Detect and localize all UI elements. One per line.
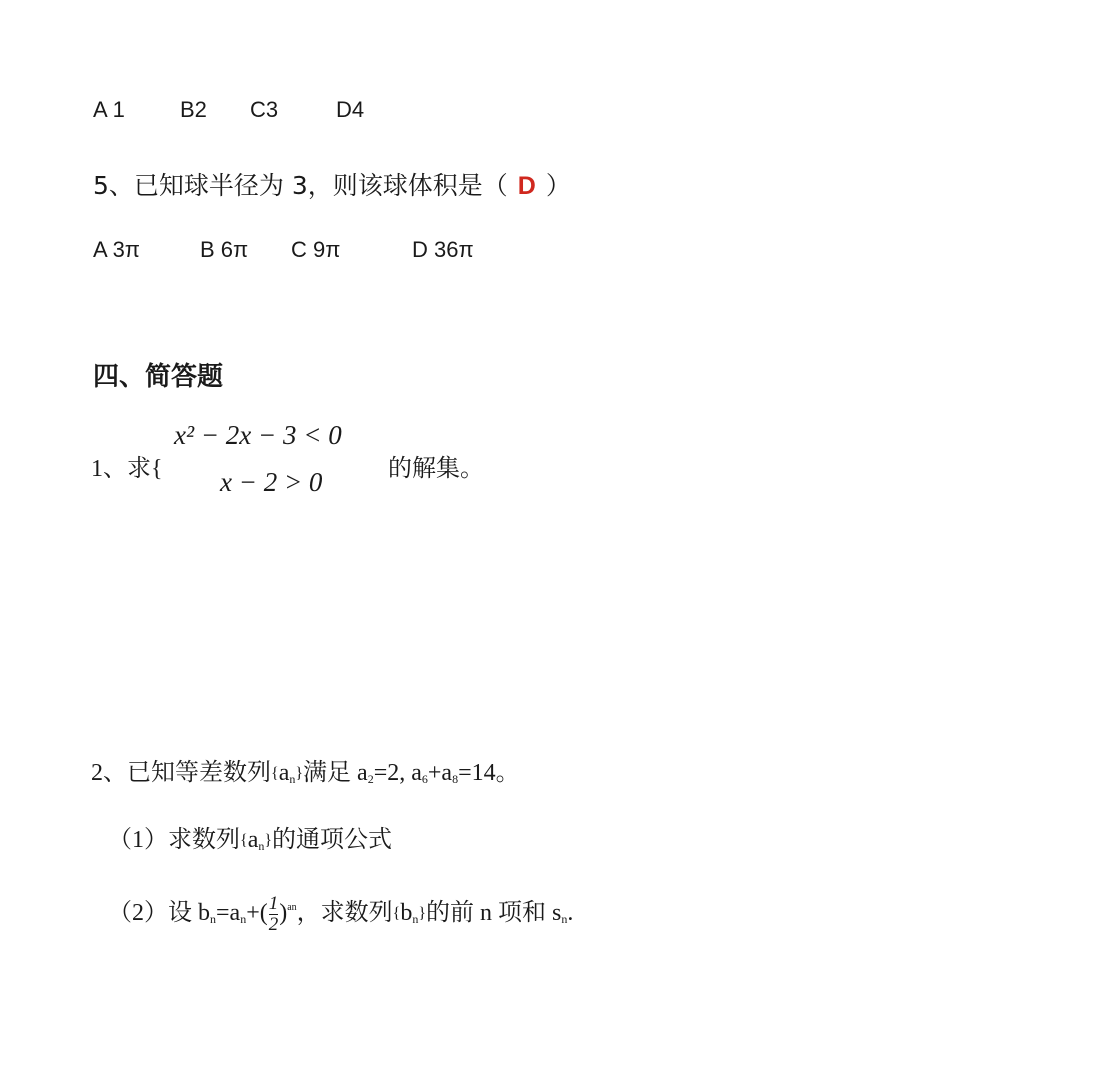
- p2-part2-text: =a: [216, 900, 241, 926]
- subscript: n: [258, 839, 265, 853]
- p2-text: 满足 a: [303, 760, 368, 786]
- seq-term: a: [278, 760, 290, 786]
- subscript: 2: [367, 772, 374, 786]
- brace: {: [392, 905, 401, 922]
- seq-term: a: [247, 827, 259, 853]
- q5-text: 5、已知球半径为 3，则该球体积是（: [93, 171, 508, 200]
- p2-part1-text: （1）求数列: [108, 827, 240, 853]
- q5-option-d: D 36π: [412, 237, 474, 262]
- p2-part2-text: +(: [246, 900, 268, 926]
- p2-part-2: [108, 892, 573, 935]
- q5-close-paren: ）: [545, 171, 571, 200]
- subscript: n: [289, 772, 296, 786]
- subscript: n: [412, 912, 419, 926]
- q5-option-b: B 6π: [200, 237, 249, 262]
- p2-part2-text: ，求数列: [296, 900, 393, 926]
- q4-option-b: B2: [180, 97, 207, 122]
- q4-option-a: A 1: [93, 97, 125, 122]
- p1-inequality-2: x − 2 > 0: [220, 467, 323, 497]
- q5-stem: [93, 166, 571, 202]
- brace: {: [271, 765, 279, 782]
- brace: }: [295, 765, 304, 782]
- p2-part2-text: 的前 n 项和 s: [426, 900, 562, 926]
- q5-answer: D: [517, 172, 536, 200]
- subscript: 8: [452, 772, 459, 786]
- p2-text: =14。: [458, 760, 520, 786]
- fraction-numerator: 1: [268, 892, 279, 914]
- subscript: n: [240, 912, 247, 926]
- p1-prefix: 1、求{: [91, 456, 163, 482]
- p2-part-1: [108, 819, 392, 854]
- p2-part2-text: .: [567, 900, 574, 926]
- p2-text: 2、已知等差数列: [91, 760, 271, 786]
- subscript: n: [210, 912, 216, 926]
- brace: }: [264, 832, 273, 849]
- p2-part1-text: 的通项公式: [272, 827, 393, 853]
- q5-option-c: C 9π: [291, 237, 341, 262]
- q5-option-a: A 3π: [93, 237, 140, 262]
- p2-stem: [91, 752, 520, 787]
- p2-part2-text: ): [279, 900, 288, 926]
- fraction-denominator: 2: [268, 913, 279, 935]
- brace: }: [418, 905, 427, 922]
- q4-option-d: D4: [336, 97, 365, 122]
- section-title: 四、简答题: [93, 362, 224, 392]
- q4-option-c: C3: [250, 97, 279, 122]
- brace: {: [240, 832, 248, 849]
- subscript: n: [561, 912, 568, 926]
- p2-text: +a: [427, 760, 453, 786]
- fraction-one-half: [269, 894, 279, 935]
- p2-text: =2, a: [373, 760, 422, 786]
- seq-term: b: [400, 900, 413, 926]
- exponent: an: [287, 902, 297, 913]
- p1-inequality-1: x² − 2x − 3 < 0: [174, 420, 342, 450]
- p1-suffix: 的解集。: [388, 456, 484, 482]
- p2-part2-text: （2）设 b: [108, 900, 210, 926]
- subscript: 6: [421, 772, 428, 786]
